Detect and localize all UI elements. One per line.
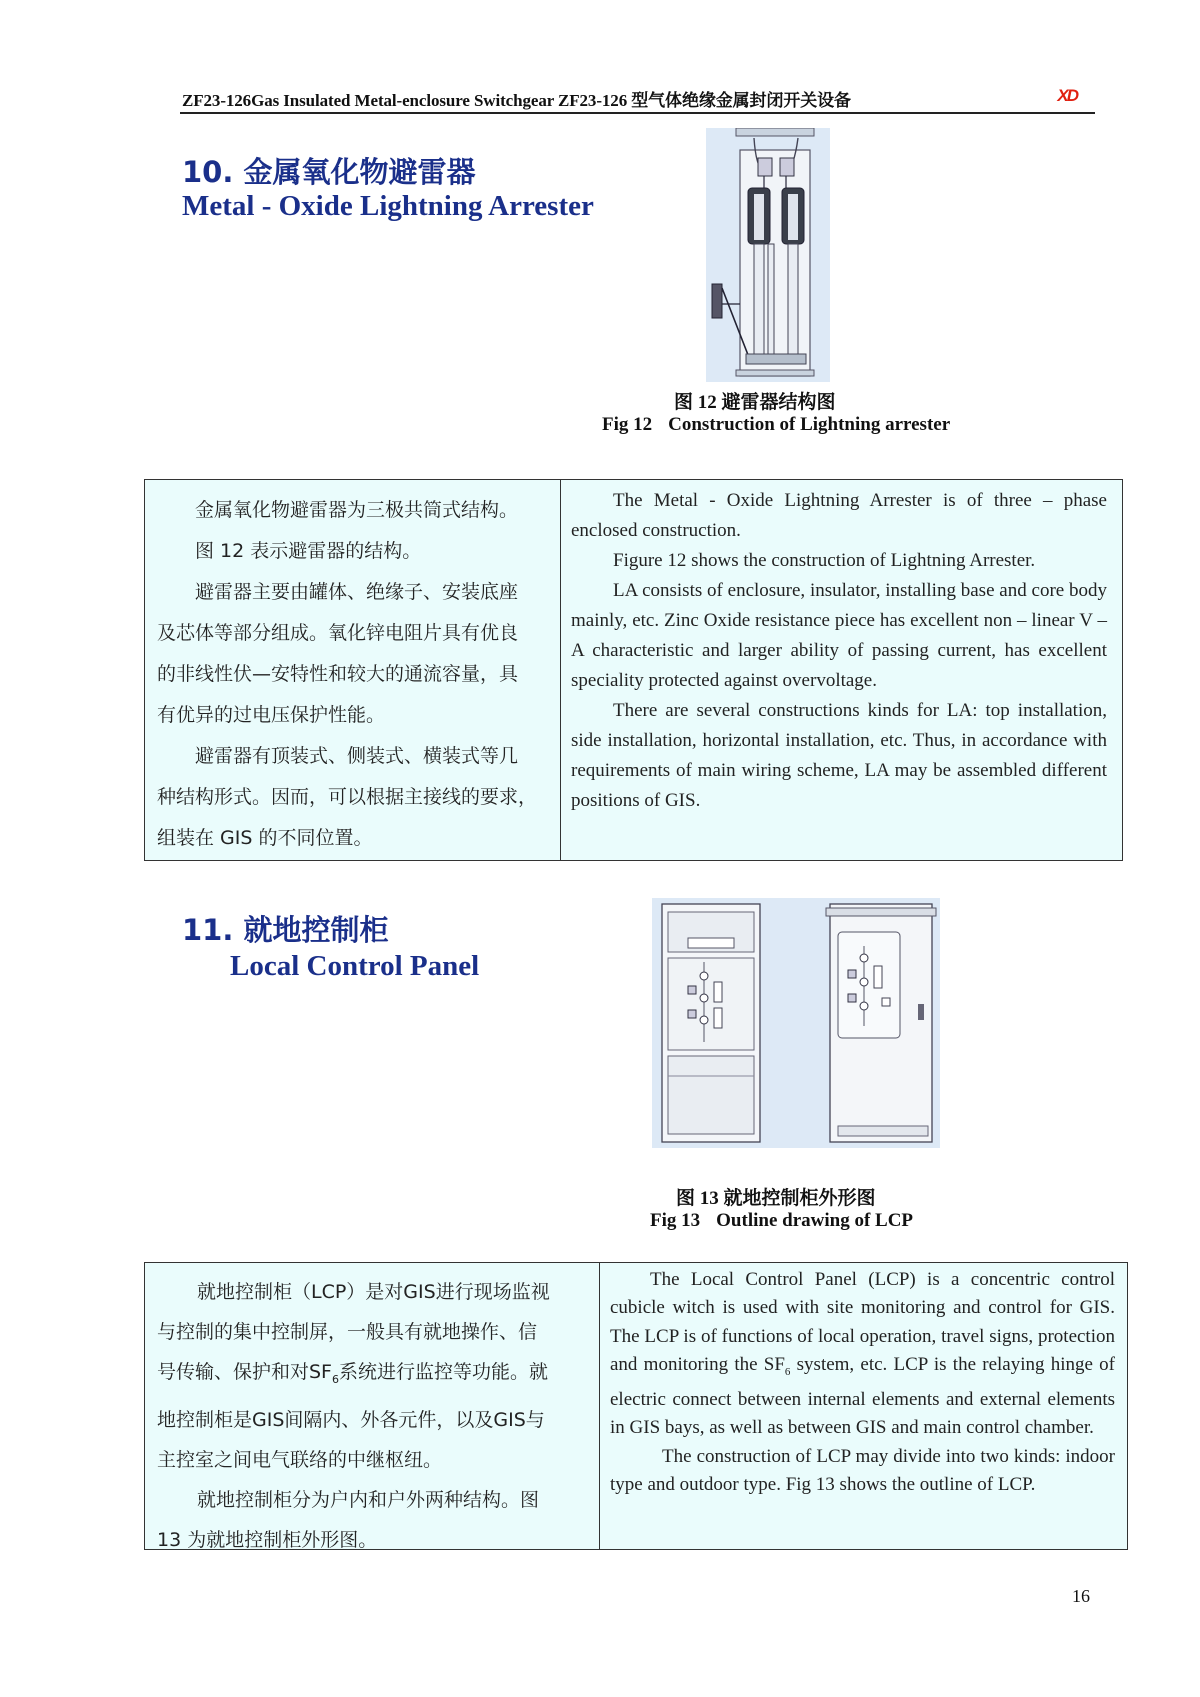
header-title: ZF23-126Gas Insulated Metal-enclosure Switchgear ZF23-126 型气体绝缘金属封闭开关设备: [182, 91, 851, 110]
fig13-caption-en: [650, 1210, 913, 1232]
cn-paragraph: 的非线性伏—安特性和较大的通流容量，具: [157, 663, 519, 685]
section-11-title-cn: 11. 就地控制柜: [182, 913, 389, 947]
section-10-text-box: [144, 479, 1123, 861]
cn-paragraph: 避雷器主要由罐体、绝缘子、安装底座: [195, 581, 519, 603]
en-paragraph: LA consists of enclosure, insulator, installing base and core body mainly, etc. Zinc Oxide resistance piece has excellent non – linear V – A characteristic and larger ability of passing current, has excellent speciality protected against overvoltage.: [571, 580, 1107, 691]
arrester-drawing: [706, 128, 830, 382]
subscript-6: 6: [784, 1365, 791, 1378]
en-text-part: The Local Control Panel (LCP) is a concentric control cubicle witch is used with site monitoring and control for GIS. The LCP is of functions of local operation, travel signs, protection and monitoring the SF: [610, 1269, 1115, 1375]
fig12-caption-en-num: Fig 12: [602, 414, 653, 435]
section-10-title-cn: 10. 金属氧化物避雷器: [182, 155, 476, 189]
en-text-part: system, etc. LCP is the relaying hinge of electric connect between internal elements and external elements in GIS bays, as well as between GIS and main control chamber.: [610, 1353, 1115, 1439]
section-11-title-en: Local Control Panel: [230, 950, 480, 982]
company-logo: XD: [1057, 86, 1077, 105]
cn-paragraph: 及芯体等部分组成。氧化锌电阻片具有优良: [157, 622, 519, 644]
cn-paragraph: 图 12 表示避雷器的结构。: [195, 540, 422, 562]
en-paragraph: There are several constructions kinds for LA: top installation, side installation, horizontal installation, etc. Thus, in accordance with requirements of main wiring scheme, LA may be assembled different positions of GIS.: [571, 700, 1107, 811]
en-paragraph: The Metal - Oxide Lightning Arrester is of three – phase enclosed construction.: [571, 490, 1107, 541]
cn-paragraph: 组装在 GIS 的不同位置。: [157, 827, 373, 849]
cn-line-part: 系统进行监控等功能。就: [339, 1361, 549, 1383]
cn-line-sf6: [157, 1352, 593, 1400]
cn-paragraph: 有优异的过电压保护性能。: [157, 704, 386, 726]
cn-line: 13 为就地控制柜外形图。: [157, 1528, 378, 1551]
fig12-caption-en: [602, 414, 950, 436]
section-11-text-box: [144, 1262, 1128, 1550]
fig12-caption-en-text: Construction of Lightning arrester: [668, 414, 951, 435]
fig13-caption-en-text: Outline drawing of LCP: [716, 1210, 914, 1231]
cn-paragraph: 金属氧化物避雷器为三极共筒式结构。: [195, 499, 519, 521]
en-paragraph: [610, 1266, 1115, 1443]
en-paragraph: Figure 12 shows the construction of Lightning Arrester.: [613, 550, 1036, 571]
page-header: [180, 84, 1095, 114]
section-10-title-en: Metal - Oxide Lightning Arrester: [182, 190, 594, 222]
page-number: 16: [1072, 1586, 1090, 1606]
en-paragraph: The construction of LCP may divide into two kinds: indoor type and outdoor type. Fig 13 shows the outline of LCP.: [610, 1445, 1115, 1495]
subscript-6: 6: [332, 1372, 339, 1386]
fig12-caption-cn: 图 12 避雷器结构图: [674, 392, 836, 413]
section-11-en-column: [600, 1263, 1125, 1549]
cn-line-part: 号传输、保护和对SF: [157, 1361, 332, 1383]
cn-line: 与控制的集中控制屏，一般具有就地操作、信: [157, 1321, 538, 1343]
cn-line: 主控室之间电气联络的中继枢纽。: [157, 1448, 443, 1471]
cn-line: 地控制柜是GIS间隔内、外各元件，以及GIS与: [157, 1408, 545, 1431]
section-11-cn-column: [145, 1263, 600, 1549]
cn-paragraph: 种结构形式。因而，可以根据主接线的要求，: [157, 786, 538, 808]
cn-line: 就地控制柜分为户内和户外两种结构。图: [197, 1488, 540, 1511]
section-10-en-column: [561, 480, 1119, 860]
fig13-caption-cn: 图 13 就地控制柜外形图: [676, 1188, 876, 1209]
arrester-figure: [706, 128, 830, 382]
cn-paragraph: 避雷器有顶装式、侧装式、横装式等几: [195, 745, 519, 767]
lcp-figure: [652, 898, 940, 1148]
lcp-drawing: [652, 898, 940, 1148]
section-10-cn-column: [145, 480, 561, 860]
fig13-caption-en-num: Fig 13: [650, 1210, 701, 1231]
cn-line: 就地控制柜（LCP）是对GIS进行现场监视: [197, 1281, 550, 1303]
